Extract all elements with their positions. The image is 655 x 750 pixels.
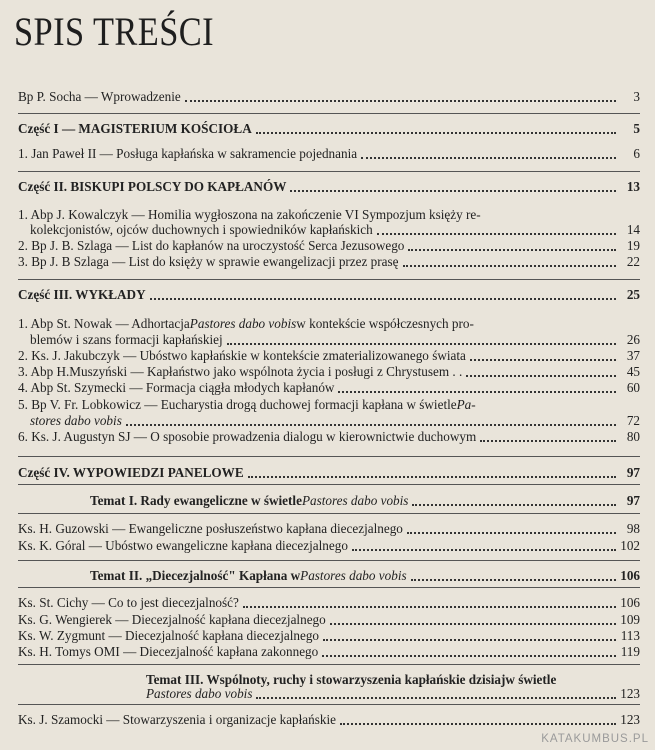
leader-dots — [185, 89, 616, 102]
leader-dots — [403, 254, 617, 267]
toc-entry-continued — [18, 413, 640, 428]
part-title: Część II. BISKUPI POLSCY DO KAPŁANÓW — [18, 179, 287, 194]
entry-text: Ks. H. Tomys OMI — Diecezjalność kapłana zakonnego — [18, 644, 319, 659]
part-title: Część IV. WYPOWIEDZI PANELOWE — [18, 465, 244, 480]
toc-entry — [18, 380, 640, 395]
entry-page: 119 — [620, 644, 640, 659]
entry-text: 1. Jan Paweł II — Posługa kapłańska w sakramencie pojednania — [18, 146, 358, 161]
temat-title: Temat I. Rady ewangeliczne w świetle — [90, 493, 302, 508]
entry-text: Ks. St. Cichy — Co to jest diecezjalność? — [18, 595, 239, 610]
leader-dots — [340, 712, 616, 725]
leader-dots — [361, 146, 616, 159]
entry-text: 2. Bp J. B. Szlaga — List do kapłanów na uroczystość Serca Jezusowego — [18, 238, 405, 253]
entry-page: 98 — [626, 521, 640, 536]
leader-dots — [243, 595, 616, 608]
page-title: SPIS TREŚCI — [14, 9, 215, 54]
part-1-heading — [18, 113, 640, 136]
entry-text: 4. Abp St. Szymecki — Formacja ciągła młodych kapłanów — [18, 380, 335, 395]
toc-entry — [18, 429, 640, 444]
entry-text: Ks. J. Szamocki — Stowarzyszenia i organizacje kapłańskie — [18, 712, 336, 727]
entry-text: 2. Ks. J. Jakubczyk — Ubóstwo kapłańskie w kontekście zmaterializowanego świata — [18, 348, 466, 363]
leader-dots — [338, 380, 616, 393]
leader-dots — [411, 568, 616, 581]
entry-page: 45 — [626, 364, 640, 379]
part-title: Część III. WYKŁADY — [18, 287, 146, 302]
temat-page: 123 — [620, 686, 640, 701]
leader-dots — [256, 121, 616, 134]
entry-text: Bp P. Socha — Wprowadzenie — [18, 89, 181, 104]
entry-text-a: 1. Abp St. Nowak — Adhortacja — [18, 316, 190, 331]
temat-1-heading — [18, 484, 640, 508]
entry-text: 3. Bp J. B Szlaga — List do księży w sprawie ewangelizacji przez prasę — [18, 254, 399, 269]
entry-text: 1. Abp J. Kowalczyk — Homilia wygłoszona na zakończenie VI Sympozjum księży re- — [18, 207, 481, 222]
entry-text: Ks. K. Góral — Ubóstwo ewangeliczne kapłana diecezjalnego — [18, 538, 348, 553]
entry-text-italic: Pastores dabo vobis — [189, 316, 297, 331]
entry-page: 6 — [633, 146, 640, 161]
toc-entry-continued — [18, 222, 640, 237]
entry-page: 80 — [626, 429, 640, 444]
toc-entry — [18, 364, 640, 379]
toc-entry-continued — [18, 332, 640, 347]
part-3-heading — [18, 279, 640, 302]
entry-page: 3 — [633, 89, 640, 104]
watermark: KATAKUMBUS.PL — [541, 733, 649, 745]
leader-dots — [470, 348, 616, 361]
leader-dots — [480, 429, 616, 442]
leader-dots — [407, 521, 616, 534]
leader-dots — [150, 287, 616, 300]
toc-entry — [18, 612, 640, 627]
entry-text: Ks. W. Zygmunt — Diecezjalność kapłana diecezjalnego — [18, 628, 320, 643]
leader-dots — [248, 465, 616, 478]
leader-dots — [377, 222, 616, 235]
leader-dots — [408, 238, 616, 251]
part-page: 13 — [626, 179, 640, 194]
toc-entry-intro — [18, 89, 640, 104]
entry-text-a: 5. Bp V. Fr. Lobkowicz — Eucharystia drogą duchowej formacji kapłana w świetle — [18, 397, 457, 412]
entry-page: 19 — [626, 238, 640, 253]
entry-page: 123 — [620, 712, 640, 727]
toc-entry — [18, 238, 640, 253]
entry-page: 37 — [626, 348, 640, 363]
entry-text: kolekcjonistów, ojców duchownych i spowiedników kapłańskich — [30, 222, 373, 237]
entry-text-b: w kontekście współczesnych pro- — [296, 316, 474, 331]
leader-dots — [323, 628, 616, 641]
part-2-heading — [18, 171, 640, 194]
leader-dots — [126, 413, 616, 426]
toc-entry — [18, 348, 640, 363]
toc-entry — [18, 146, 640, 161]
toc-entry — [18, 644, 640, 659]
entry-page: 22 — [626, 254, 640, 269]
temat-2-heading — [18, 560, 640, 583]
part-title: Część I — MAGISTERIUM KOŚCIOŁA — [18, 121, 252, 136]
leader-dots — [352, 538, 616, 551]
part-page: 5 — [633, 121, 640, 136]
toc-entry — [18, 628, 640, 643]
toc-entry — [18, 397, 640, 412]
toc-entry — [18, 704, 640, 727]
temat-page: 106 — [620, 568, 640, 583]
toc-entry — [18, 254, 640, 269]
part-4-heading — [18, 456, 640, 480]
entry-page: 72 — [626, 413, 640, 428]
entry-page: 60 — [626, 380, 640, 395]
temat-title-italic: Pastores dabo vobis — [301, 493, 409, 508]
leader-dots — [330, 612, 616, 625]
part-page: 25 — [626, 287, 640, 302]
toc-entry — [18, 207, 640, 222]
temat-3-heading-continued — [18, 686, 640, 701]
toc-entry — [18, 513, 640, 536]
toc-entry — [18, 316, 640, 331]
temat-title: Temat II. „Diecezjalność" Kapłana w — [90, 568, 301, 583]
leader-dots — [322, 644, 616, 657]
leader-dots — [227, 332, 616, 345]
temat-title: Temat III. Wspólnoty, ruchy i stowarzyszenia kapłańskie dzisiajw świetle — [146, 672, 557, 687]
entry-text-italic: stores dabo vobis — [30, 413, 122, 428]
toc-entry — [18, 538, 640, 553]
temat-page: 97 — [626, 493, 640, 508]
entry-text-italic: Pa- — [456, 397, 476, 412]
entry-page: 109 — [620, 612, 640, 627]
toc-entry — [18, 587, 640, 610]
entry-page: 102 — [620, 538, 640, 553]
entry-page: 26 — [626, 332, 640, 347]
leader-dots — [466, 364, 616, 377]
leader-dots — [290, 179, 616, 192]
entry-text: Ks. G. Wengierek — Diecezjalność kapłana diecezjalnego — [18, 612, 326, 627]
temat-3-heading — [18, 664, 640, 687]
entry-text: Ks. H. Guzowski — Ewangeliczne posłuszeństwo kapłana diecezjalnego — [18, 521, 403, 536]
entry-text: blemów i szans formacji kapłańskiej — [30, 332, 223, 347]
leader-dots — [412, 493, 616, 506]
part-page: 97 — [626, 465, 640, 480]
temat-title-italic: Pastores dabo vobis — [300, 568, 407, 583]
entry-page: 113 — [620, 628, 640, 643]
entry-text: 3. Abp H.Muszyński — Kapłaństwo jako wspólnota życia i posługi z Chrystusem . . — [18, 364, 463, 379]
entry-page: 106 — [620, 595, 640, 610]
temat-title-italic: Pastores dabo vobis — [146, 686, 253, 701]
entry-page: 14 — [626, 222, 640, 237]
leader-dots — [256, 686, 616, 699]
entry-text: 6. Ks. J. Augustyn SJ — O sposobie prowadzenia dialogu w kierownictwie duchowym — [18, 429, 477, 444]
